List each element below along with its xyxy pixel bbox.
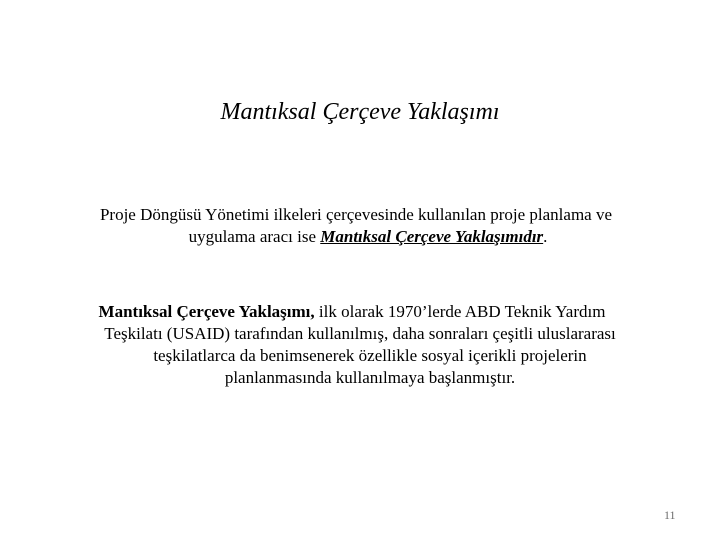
page-number: 11 (664, 508, 676, 522)
history-line-1-rest: ilk olarak 1970’lerde ABD Teknik Yardım (314, 302, 606, 321)
paragraph-history-line-2: Teşkilatı (USAID) tarafından kullanılmış, daha sonraları çeşitli uluslararası (104, 324, 616, 343)
paragraph-history-line-1 (0, 301, 720, 323)
paragraph-definition (0, 204, 720, 248)
paragraph-definition-line-2 (16, 226, 720, 248)
paragraph-definition-line-1: Proje Döngüsü Yönetimi ilkeleri çerçevesinde kullanılan proje planlama ve (99, 205, 613, 224)
paragraph-history-line-4: planlanmasında kullanılmaya başlanmıştır. (224, 368, 516, 387)
paragraph-history (0, 301, 720, 389)
slide-title: Mantıksal Çerçeve Yaklaşımı (220, 99, 500, 125)
history-emphasis: Mantıksal Çerçeve Yaklaşımı, (98, 302, 315, 321)
definition-prefix: uygulama aracı ise (188, 227, 321, 246)
definition-suffix: . (543, 227, 548, 246)
paragraph-history-line-3: teşkilatlarca da benimsenerek özellikle sosyal içerikli projelerin (153, 346, 587, 365)
definition-emphasis: Mantıksal Çerçeve Yaklaşımıdır (320, 227, 544, 246)
